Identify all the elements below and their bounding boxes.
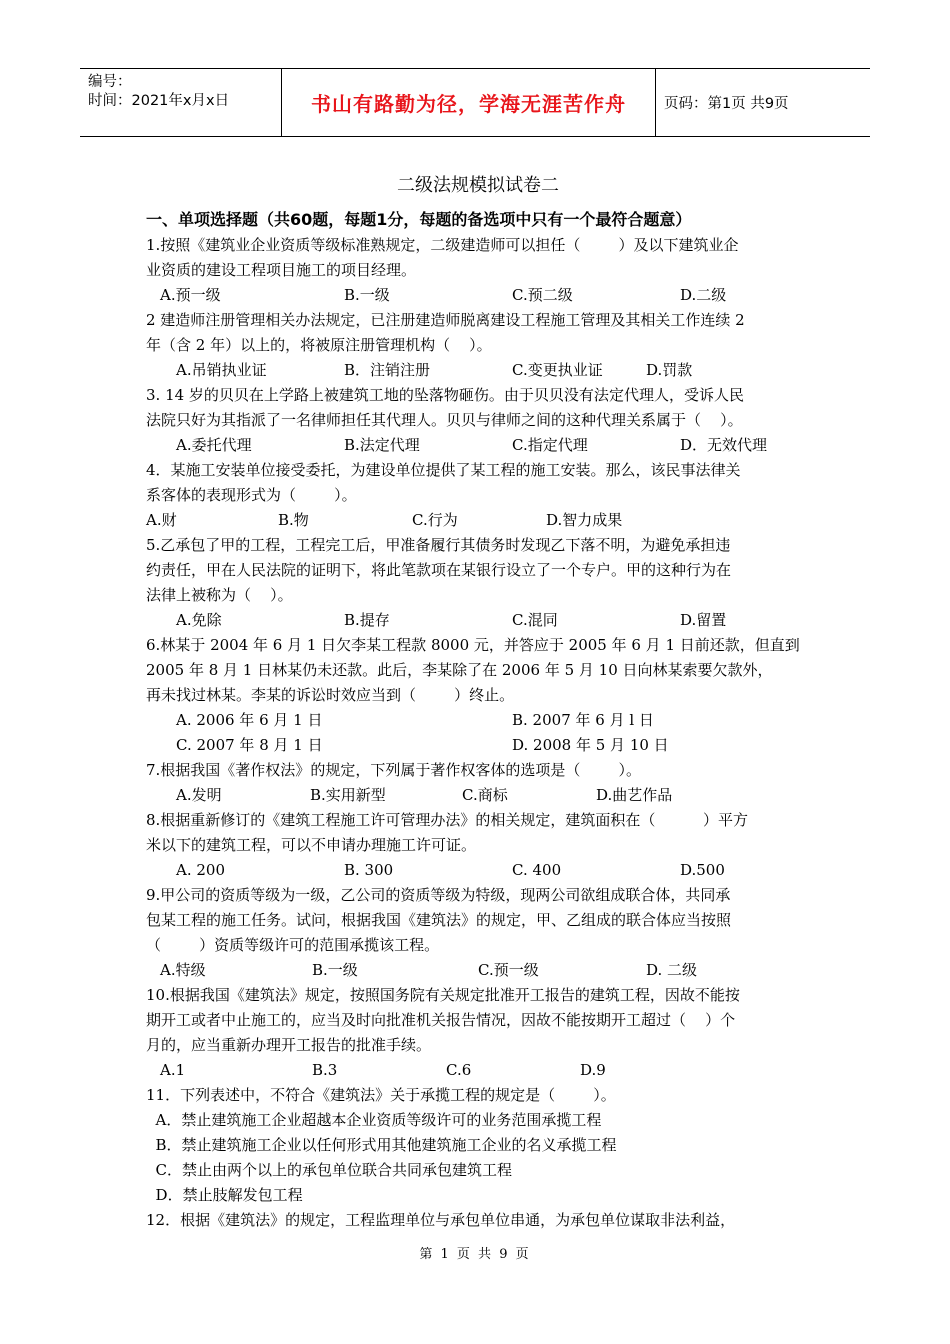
answer-option: C. 2007 年 8 月 1 日 <box>176 736 323 754</box>
answer-option: A.1 <box>160 1061 186 1079</box>
answer-option: D.二级 <box>680 286 727 304</box>
answer-option: A.预一级 <box>160 286 221 304</box>
question-text-line: 系客体的表现形式为（ ）。 <box>146 486 357 504</box>
question-text-line: A．禁止建筑施工企业超越本企业资质等级许可的业务范围承揽工程 <box>146 1111 602 1129</box>
question-text-line: 2005 年 8 月 1 日林某仍未还款。此后，李某除了在 2006 年 5 月 10 日向林某索要欠款外， <box>146 661 773 679</box>
question-text-line: 1.按照《建筑业企业资质等级标准熟规定，二级建造师可以担任（ ）及以下建筑业企 <box>146 236 739 254</box>
question-text-line: 再未找过林某。李某的诉讼时效应当到（ ）终止。 <box>146 686 515 704</box>
answer-option: D.9 <box>580 1061 606 1079</box>
answer-option: C.预二级 <box>512 286 573 304</box>
question-text-line: 8.根据重新修订的《建筑工程施工许可管理办法》的相关规定，建筑面积在（ ）平方 <box>146 811 748 829</box>
answer-option: B.一级 <box>344 286 390 304</box>
answer-option: D.曲艺作品 <box>596 786 673 804</box>
question-text-line: 12．根据《建筑法》的规定，工程监理单位与承包单位串通，为承包单位谋取非法利益， <box>146 1211 736 1229</box>
question-text-line: （ ）资质等级许可的范围承揽该工程。 <box>146 936 440 954</box>
document-date-label: 时间：2021年x月x日 <box>88 93 230 109</box>
page-footer: 第 1 页 共 9 页 <box>419 1247 531 1262</box>
question-text-line: 法律上被称为（ ）。 <box>146 586 293 604</box>
answer-option: C.预一级 <box>478 961 539 979</box>
answer-option: A. 2006 年 6 月 1 日 <box>176 711 323 729</box>
question-text-line: 年（含 2 年）以上的，将被原注册管理机构（ ）。 <box>146 336 492 354</box>
answer-option: B.提存 <box>344 611 390 629</box>
answer-option: B.实用新型 <box>310 786 386 804</box>
option-row <box>146 608 810 633</box>
section-heading: 一、单项选择题（共60题，每题1分，每题的备选项中只有一个最符合题意） <box>146 210 692 229</box>
answer-option: C.变更执业证 <box>512 361 603 379</box>
option-row <box>146 358 810 383</box>
question-text-line: 3. 14 岁的贝贝在上学路上被建筑工地的坠落物砸伤。由于贝贝没有法定代理人，受诉人民 <box>146 386 744 404</box>
page-header <box>80 68 870 137</box>
option-row <box>146 708 810 733</box>
header-page-info: 页码：第1页 共9页 <box>664 96 789 112</box>
answer-option: D. 二级 <box>646 961 698 979</box>
answer-option: B.3 <box>312 1061 338 1079</box>
question-text-line: 月的，应当重新办理开工报告的批准手续。 <box>146 1036 432 1054</box>
question-text-line: 米以下的建筑工程，可以不申请办理施工许可证。 <box>146 836 477 854</box>
answer-option: D. 2008 年 5 月 10 日 <box>512 736 669 754</box>
question-text-line: 9.甲公司的资质等级为一级，乙公司的资质等级为特级，现两公司欲组成联合体，共同承 <box>146 886 731 904</box>
question-list <box>146 233 810 1233</box>
question-text-line: 5.乙承包了甲的工程，工程完工后，甲准备履行其债务时发现乙下落不明，为避免承担违 <box>146 536 731 554</box>
question-text-line: 6.林某于 2004 年 6 月 1 日欠李某工程款 8000 元，并答应于 2005 年 6 月 1 日前还款，但直到 <box>146 636 800 654</box>
option-row <box>146 1058 810 1083</box>
answer-option: B.法定代理 <box>344 436 420 454</box>
option-row <box>146 958 810 983</box>
question-text-line: B．禁止建筑施工企业以任何形式用其他建筑施工企业的名义承揽工程 <box>146 1136 617 1154</box>
answer-option: D.500 <box>680 861 725 879</box>
answer-option: C.指定代理 <box>512 436 588 454</box>
answer-option: D.罚款 <box>646 361 693 379</box>
question-text-line: 10.根据我国《建筑法》规定，按照国务院有关规定批准开工报告的建筑工程，因故不能按 <box>146 986 740 1004</box>
answer-option: A.发明 <box>176 786 222 804</box>
answer-option: B.一级 <box>312 961 358 979</box>
answer-option: C.6 <box>446 1061 472 1079</box>
answer-option: C.商标 <box>462 786 508 804</box>
option-row <box>146 508 810 533</box>
question-text-line: 期开工或者中止施工的，应当及时向批准机关报告情况，因故不能按期开工超过（ ）个 <box>146 1011 736 1029</box>
exam-title: 二级法规模拟试卷二 <box>397 175 559 196</box>
answer-option: C.行为 <box>412 511 458 529</box>
option-row <box>146 283 810 308</box>
answer-option: B. 2007 年 6 月 l 日 <box>512 711 654 729</box>
answer-option: B．注销注册 <box>344 361 431 379</box>
answer-option: B.物 <box>278 511 309 529</box>
answer-option: D.智力成果 <box>546 511 623 529</box>
question-text-line: 法院只好为其指派了一名律师担任其代理人。贝贝与律师之间的这种代理关系属于（ ）。 <box>146 411 743 429</box>
question-text-line: C．禁止由两个以上的承包单位联合共同承包建筑工程 <box>146 1161 513 1179</box>
answer-option: C. 400 <box>512 861 562 879</box>
answer-option: A.财 <box>146 511 177 529</box>
option-row <box>146 433 810 458</box>
option-row <box>146 858 810 883</box>
question-text-line: 2 建造师注册管理相关办法规定，已注册建造师脱离建设工程施工管理及其相关工作连续 2 <box>146 311 745 329</box>
question-text-line: 4．某施工安装单位接受委托，为建设单位提供了某工程的施工安装。那么，该民事法律关 <box>146 461 741 479</box>
answer-option: C.混同 <box>512 611 558 629</box>
header-meta <box>80 69 282 136</box>
question-text-line: 业资质的建设工程项目施工的项目经理。 <box>146 261 417 279</box>
question-text-line: 7.根据我国《著作权法》的规定，下列属于著作权客体的选项是（ ）。 <box>146 761 641 779</box>
question-text-line: 约责任，甲在人民法院的证明下，将此笔款项在某银行设立了一个专户。甲的这种行为在 <box>146 561 732 579</box>
answer-option: D．无效代理 <box>680 436 768 454</box>
answer-option: A. 200 <box>176 861 225 879</box>
question-text-line: 包某工程的施工任务。试问，根据我国《建筑法》的规定，甲、乙组成的联合体应当按照 <box>146 911 732 929</box>
answer-option: D.留置 <box>680 611 727 629</box>
question-text-line: D．禁止肢解发包工程 <box>146 1186 303 1204</box>
option-row <box>146 783 810 808</box>
exam-content <box>146 172 810 1233</box>
answer-option: A.委托代理 <box>176 436 252 454</box>
answer-option: A.吊销执业证 <box>176 361 267 379</box>
question-text-line: 11．下列表述中，不符合《建筑法》关于承揽工程的规定是（ ）。 <box>146 1086 616 1104</box>
answer-option: A.免除 <box>176 611 222 629</box>
document-number-label: 编号： <box>88 74 132 90</box>
option-row <box>146 733 810 758</box>
header-motto: 书山有路勤为径，学海无涯苦作舟 <box>282 69 656 136</box>
answer-option: B. 300 <box>344 861 394 879</box>
answer-option: A.特级 <box>160 961 206 979</box>
